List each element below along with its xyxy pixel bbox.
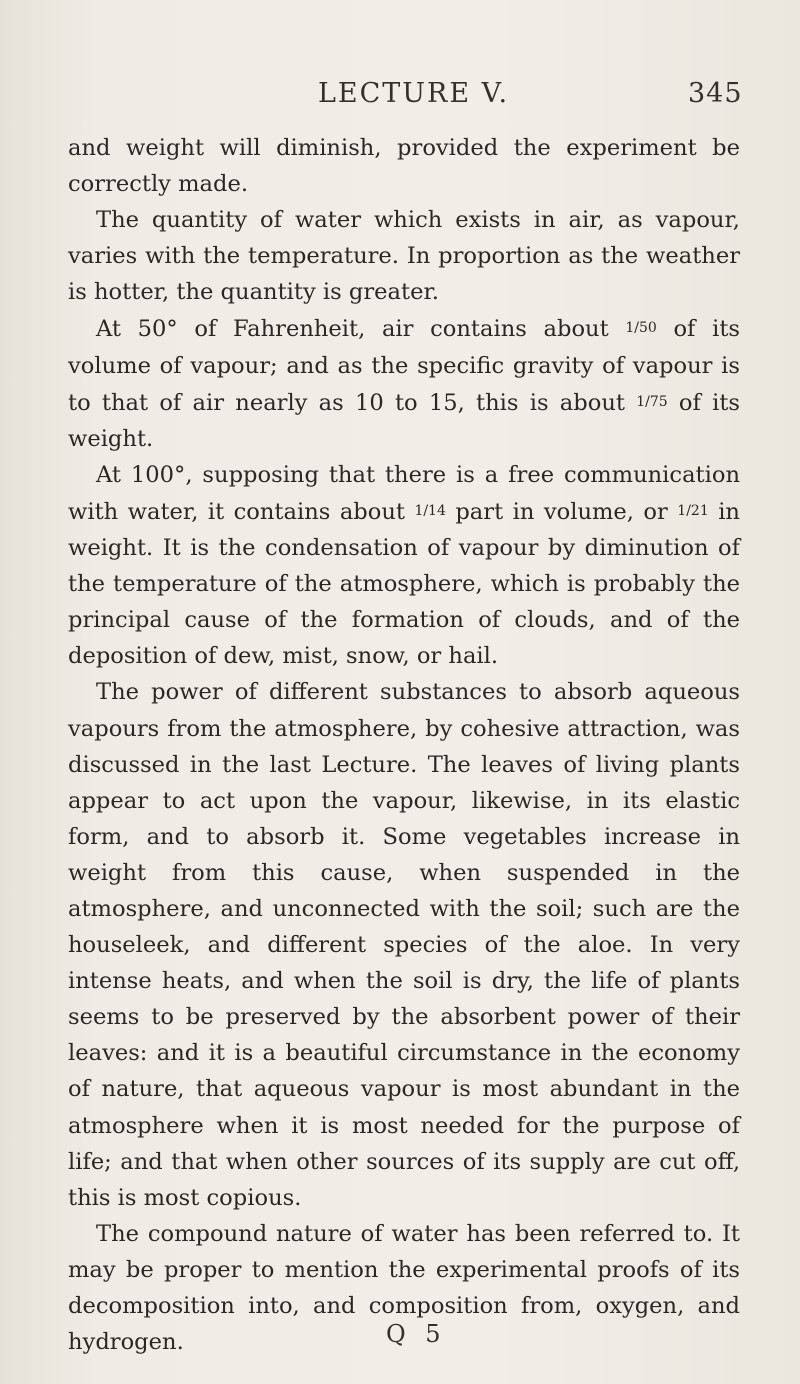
- paragraph-fifty-degrees: [68, 310, 740, 456]
- body-text: [68, 130, 740, 1360]
- fraction: 1/21: [677, 502, 709, 519]
- paragraph-absorption: [68, 674, 740, 1215]
- paragraph-continuation: [68, 130, 740, 202]
- paragraph-text: and weight will diminish, provided the experiment be correctly made.: [68, 135, 740, 198]
- paragraph-text: of its volume of vapour; and as the specific gravity of vapour is to that of air nearly as 10 to 15, this is about: [68, 316, 740, 416]
- paragraph-text: The power of different substances to absorb aqueous vapours from the atmosphere, by cohesive attraction, was discussed in the last Lecture. The leaves of living plants appear to act upon the vapour, likewise, in its elastic form, and to absorb it. Some vegetables increase in weight from this cause, when suspended in the atmosphere, and unconnected with the soil; such are the houseleek, and different species of the aloe. In very intense heats, and when the soil is dry, the life of plants seems to be preserved by the absorbent power of their leaves: and it is a beautiful circumstance in the economy of nature, that aqueous vapour is most abundant in the atmosphere when it is most needed for the purpose of life; and that when other sources of its supply are cut off, this is most copious.: [68, 679, 740, 1211]
- paragraph-text: At 50° of Fahrenheit, air contains about: [96, 316, 626, 343]
- page-number: 345: [688, 78, 743, 109]
- signature-mark: Q 5: [386, 1320, 447, 1348]
- running-head: [0, 78, 800, 118]
- paragraph-hundred-degrees: [68, 457, 740, 675]
- fraction: 1/14: [414, 502, 446, 519]
- paragraph-text: The quantity of water which exists in air, as vapour, varies with the temperature. In proportion as the weather is hotter, the quantity is greater.: [68, 207, 740, 306]
- paragraph-text: At 100°, supposing that there is a free communication with water, it contains about: [68, 461, 740, 525]
- paragraph-text: The compound nature of water has been referred to. It may be proper to mention the experimental proofs of its decomposition into, and composition from, oxygen, and hydrogen.: [68, 1220, 740, 1356]
- lecture-title: LECTURE V.: [318, 78, 510, 109]
- fraction: 1/75: [636, 393, 668, 410]
- paragraph-text: part in volume, or: [445, 498, 678, 525]
- paragraph-text: in weight. It is the condensation of vapour by diminution of the temperature of the atmosphere, which is probably the principal cause of the formation of clouds, and of the deposition of dew, mist, snow, or hail.: [68, 498, 740, 670]
- paragraph-text: of its weight.: [68, 389, 740, 452]
- paragraph-water-vapour: [68, 202, 740, 310]
- fraction: 1/50: [625, 320, 657, 337]
